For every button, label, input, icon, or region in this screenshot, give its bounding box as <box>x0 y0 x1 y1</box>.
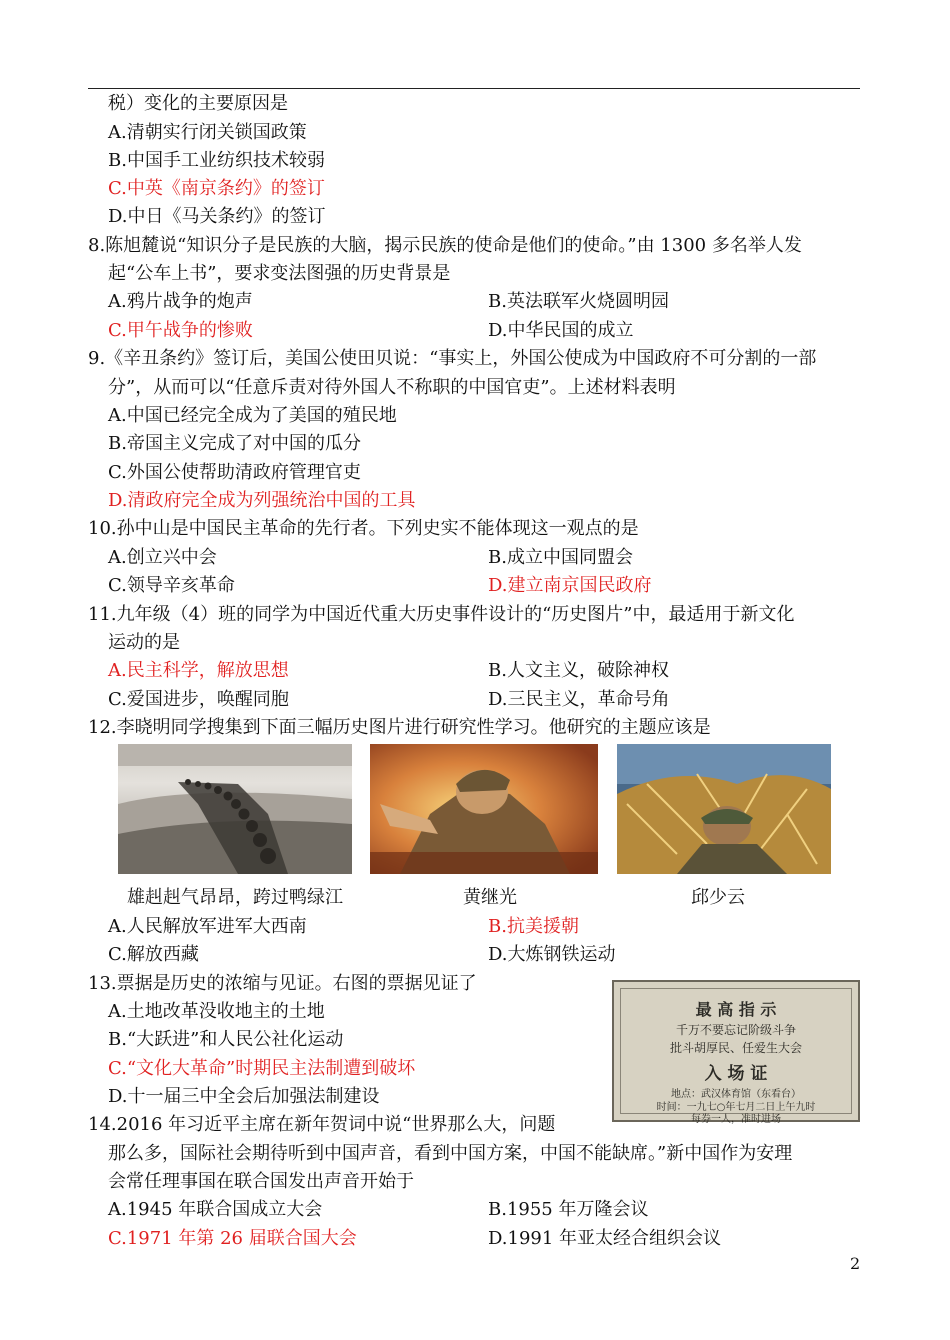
ticket-title: 最 高 指 示 <box>695 1000 777 1019</box>
q12-option-c: C.解放西藏 <box>108 944 199 965</box>
ticket-time: 时间：一九七○年七月二日上午九时 <box>656 1102 816 1113</box>
q14-option-b: B.1955 年万隆会议 <box>488 1199 649 1220</box>
q14-option-c-answer: C.1971 年第 26 届联合国大会 <box>108 1228 357 1249</box>
q7-option-d: D.中日《马关条约》的签订 <box>108 206 326 227</box>
photo-qiu-shaoyun <box>617 744 831 874</box>
q8-option-a: A.鸦片战争的炮声 <box>108 291 253 312</box>
q11-option-a-answer: A.民主科学，解放思想 <box>108 660 289 681</box>
ticket-entry: 入 场 证 <box>704 1064 768 1084</box>
photo-caption-qiu-shaoyun: 邱少云 <box>691 887 745 908</box>
q13-option-b: B.“大跃进”和人民公社化运动 <box>108 1029 344 1050</box>
q7-option-c-answer: C.中英《南京条约》的签订 <box>108 178 325 199</box>
q9-option-c: C.外国公使帮助清政府管理官吏 <box>108 462 361 483</box>
q9-option-a: A.中国已经完全成为了美国的殖民地 <box>108 405 397 426</box>
q12-option-b-answer: B.抗美援朝 <box>488 916 579 937</box>
q11-option-d: D.三民主义，革命号角 <box>488 689 670 710</box>
q14-stem-3: 会常任理事国在联合国发出声音开始于 <box>108 1171 414 1192</box>
q10-stem: 10.孙中山是中国民主革命的先行者。下列史实不能体现这一观点的是 <box>88 518 639 539</box>
q14-stem-2: 那么多，国际社会期待听到中国声音，看到中国方案，中国不能缺席。”新中国作为安理 <box>108 1143 793 1164</box>
q13-option-c-answer: C.“文化大革命”时期民主法制遭到破坏 <box>108 1058 416 1079</box>
photo-huang-jiguang <box>370 744 598 874</box>
photo-huang-jiguang-image <box>370 744 598 874</box>
q7-option-b: B.中国手工业纺织技术较弱 <box>108 150 325 171</box>
q7-option-a: A.清朝实行闭关锁国政策 <box>108 122 307 143</box>
ticket-border <box>620 988 852 1125</box>
q11-option-c: C.爱国进步，唤醒同胞 <box>108 689 289 710</box>
q8-option-d: D.中华民国的成立 <box>488 320 634 341</box>
q11-option-b: B.人文主义，破除神权 <box>488 660 669 681</box>
photo-caption-huang-jiguang: 黄继光 <box>463 887 517 908</box>
page-number: 2 <box>850 1254 861 1273</box>
q9-stem-1: 9.《辛丑条约》签订后，美国公使田贝说：“事实上，外国公使成为中国政府不可分割的一部 <box>88 348 817 369</box>
q14-option-d: D.1991 年亚太经合组织会议 <box>488 1228 722 1249</box>
q12-stem: 12.李晓明同学搜集到下面三幅历史图片进行研究性学习。他研究的主题应该是 <box>88 717 711 738</box>
q7-stem-tail: 税）变化的主要原因是 <box>108 93 288 114</box>
q9-option-d-answer: D.清政府完全成为列强统治中国的工具 <box>108 490 416 511</box>
header-rule <box>88 88 860 89</box>
ticket-line-1: 千万不要忘记阶级斗争 <box>675 1023 796 1037</box>
photo-crossing-yalu-river <box>118 744 352 874</box>
photo-qiu-shaoyun-image <box>617 744 831 874</box>
q8-option-b: B.英法联军火烧圆明园 <box>488 291 669 312</box>
q8-stem-1: 8.陈旭麓说“知识分子是民族的大脑，揭示民族的使命是他们的使命。”由 1300 多名举人发 <box>88 235 802 256</box>
q12-option-d: D.大炼钢铁运动 <box>488 944 616 965</box>
q11-stem-2: 运动的是 <box>108 632 180 653</box>
q8-option-c-answer: C.甲午战争的惨败 <box>108 320 253 341</box>
q14-option-a: A.1945 年联合国成立大会 <box>108 1199 323 1220</box>
q12-option-a: A.人民解放军进军大西南 <box>108 916 307 937</box>
photo-caption-crossing: 雄赳赳气昂昂，跨过鸭绿江 <box>127 887 343 908</box>
q10-option-b: B.成立中国同盟会 <box>488 547 633 568</box>
photo-crossing-yalu-river-image <box>118 744 352 874</box>
admission-ticket-image <box>612 980 860 1125</box>
ticket-line-2: 批斗胡厚民、任爱生大会 <box>669 1041 802 1055</box>
q8-stem-2: 起“公车上书”，要求变法图强的历史背景是 <box>108 263 451 284</box>
q13-option-a: A.土地改革没收地主的土地 <box>108 1001 325 1022</box>
ticket-place: 地点：武汉体育馆（东看台） <box>671 1089 801 1100</box>
q10-option-c: C.领导辛亥革命 <box>108 575 235 596</box>
q9-stem-2: 分”，从而可以“任意斥责对待外国人不称职的中国官吏”。上述材料表明 <box>108 377 676 398</box>
q10-option-a: A.创立兴中会 <box>108 547 217 568</box>
q14-stem-1: 14.2016 年习近平主席在新年贺词中说“世界那么大，问题 <box>88 1114 556 1135</box>
q13-stem: 13.票据是历史的浓缩与见证。右图的票据见证了 <box>88 973 477 994</box>
ticket-note: 每券一人，准时进场 <box>691 1114 781 1125</box>
q9-option-b: B.帝国主义完成了对中国的瓜分 <box>108 433 361 454</box>
q10-option-d-answer: D.建立南京国民政府 <box>488 575 652 596</box>
q13-option-d: D.十一届三中全会后加强法制建设 <box>108 1086 380 1107</box>
q11-stem-1: 11.九年级（4）班的同学为中国近代重大历史事件设计的“历史图片”中，最适用于新文化 <box>88 604 795 625</box>
